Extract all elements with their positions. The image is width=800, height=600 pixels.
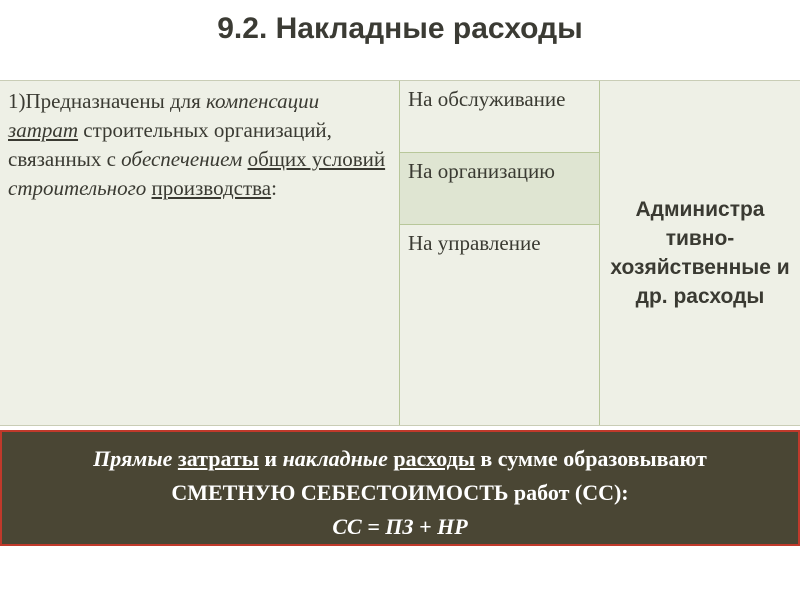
purpose-text-4: строительных организаций, связанных с [8,118,332,171]
banner-word-6: в сумме образовывают [480,446,707,471]
banner-word-2: затраты [177,446,259,471]
banner-line-2: СМЕТНУЮ СЕБЕСТОИМОСТЬ работ (СС): [171,480,629,505]
purpose-text-7: строительного [8,176,147,200]
purpose-text-2: компенсации [206,89,320,113]
admin-expenses-cell [600,81,800,425]
banner-line-1 [2,442,798,476]
category-organization: На организацию [400,153,600,225]
purpose-text-9: : [271,176,277,200]
summary-banner [0,430,800,546]
purpose-text-3: затрат [8,118,79,142]
purpose-text-5: обеспечением [121,147,243,171]
purpose-text-6: общих условий [247,147,386,171]
admin-expenses-label: Администра тивно-хозяйственные и др. расходы [610,198,790,308]
banner-word-4: накладные [282,446,388,471]
category-maintenance: На обслуживание [400,81,600,153]
purpose-text-8: производства [151,176,272,200]
category-management: На управление [400,225,600,425]
purpose-cell [0,81,400,425]
formula: СС = ПЗ + НР [332,514,468,539]
purpose-text-1: 1)Предназначены для [8,89,201,113]
banner-word-5: расходы [393,446,475,471]
page-title: 9.2. Накладные расходы [217,12,583,45]
banner-word-3: и [264,446,278,471]
overhead-table [0,80,800,426]
banner-word-1: Прямые [93,446,173,471]
